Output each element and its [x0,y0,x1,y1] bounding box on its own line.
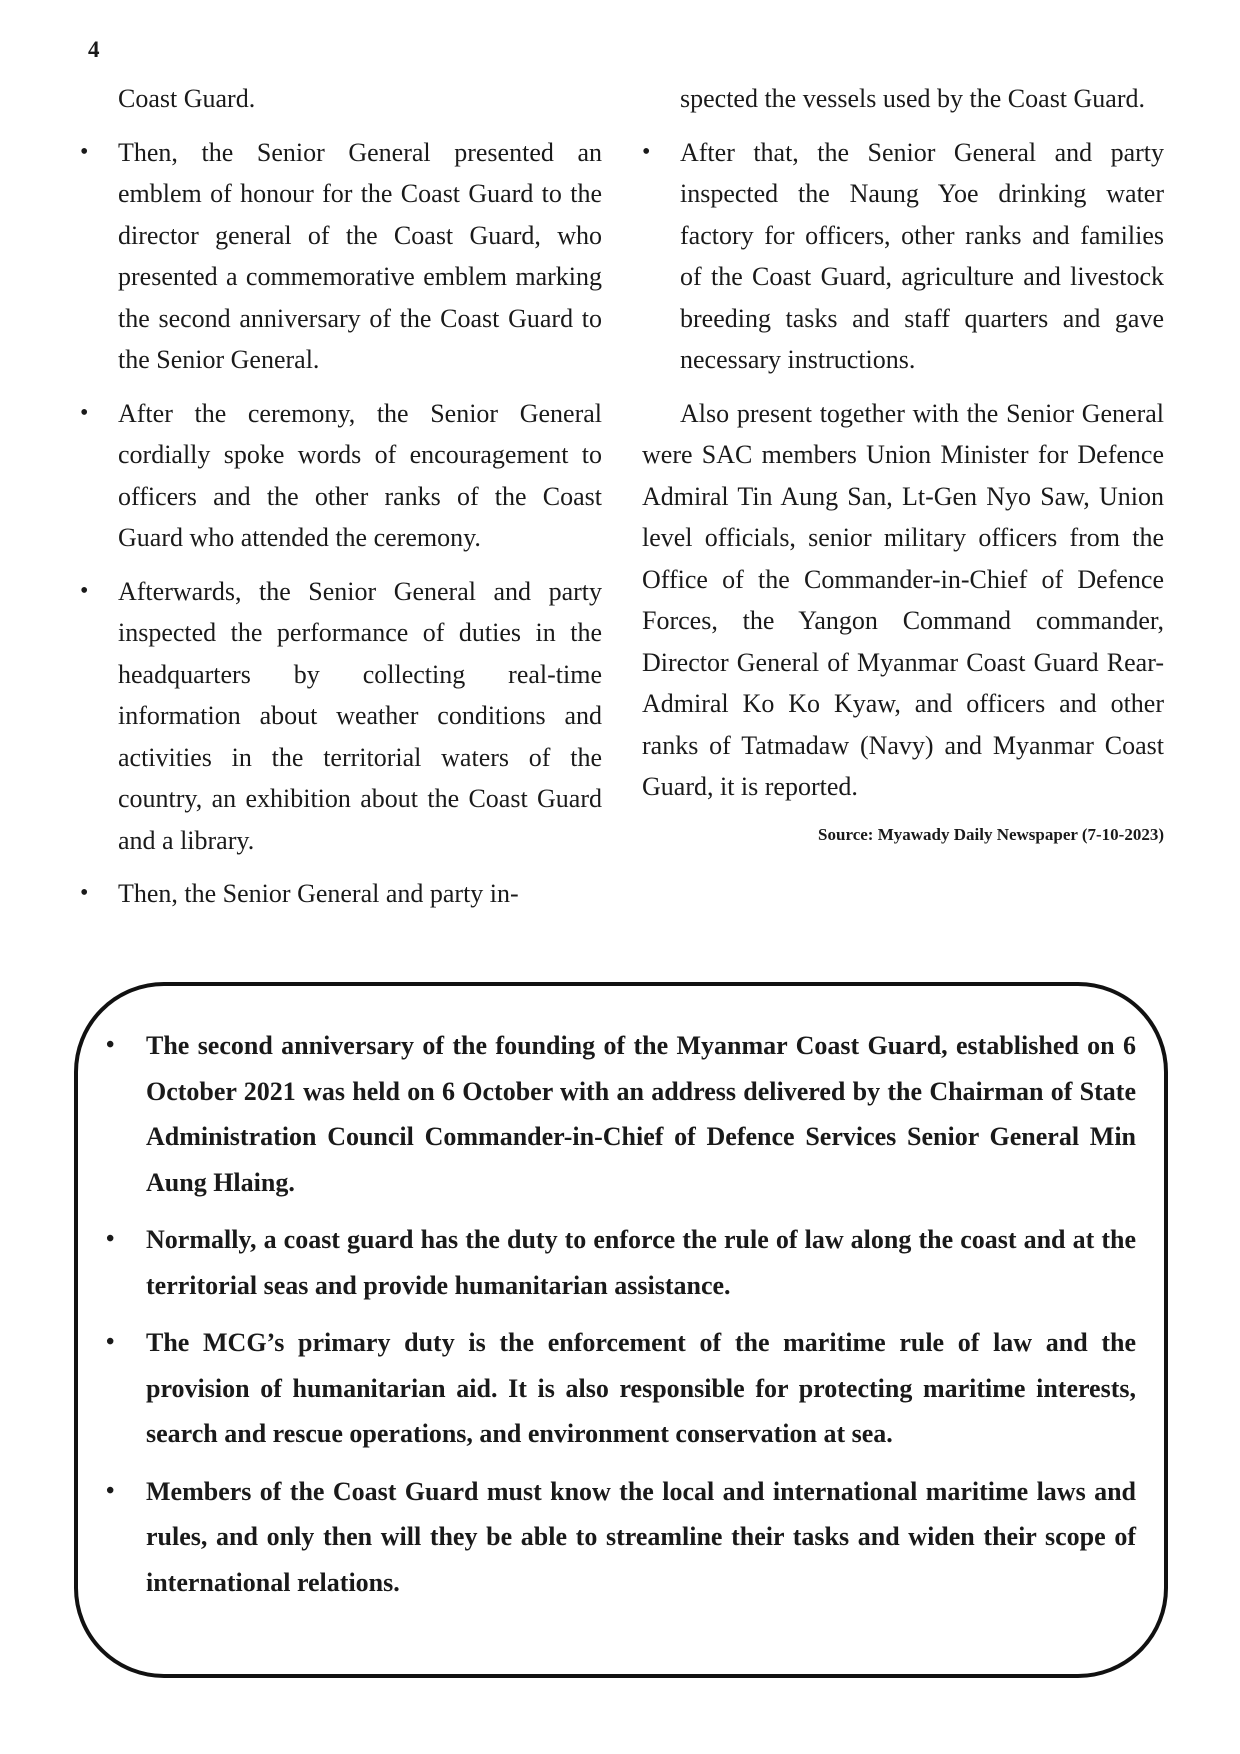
body-paragraph: Also present together with the Senior General were SAC members Union Minister for Defence Admiral Tin Aung San, Lt-Gen Nyo Saw, Union level officials, senior military officers from the Office of the Commander-in-Chief of Defence Forces, the Yangon Command commander, Director General of Myanmar Coast Guard Rear-Admiral Ko Ko Kyaw, and officers and other ranks of Tatmadaw (Navy) and Myanmar Coast Guard, it is reported. [642,398,1164,801]
left-column [80,78,602,927]
summary-item: • Normally, a coast guard has the duty to enforce the rule of law along the coast and at the territorial seas and provide humanitarian assistance. [106,1217,1136,1308]
right-column [642,78,1164,846]
summary-item: • The second anniversary of the founding of the Myanmar Coast Guard, established on 6 October 2021 was held on 6 October with an address delivered by the Chairman of State Administration Council Commander-in-Chief of Defence Services Senior General Min Aung Hlaing. [106,1023,1136,1205]
bullet-item: • Then, the Senior General and party in- [80,873,602,915]
continued-text: spected the vessels used by the Coast Guard. [680,84,1146,113]
source-citation: Source: Myawady Daily Newspaper (7-10-2023) [818,824,1164,844]
continued-text: Coast Guard. [118,84,256,113]
summary-item: • Members of the Coast Guard must know the local and international maritime laws and rules, and only then will they be able to streamline their tasks and widen their scope of international relations. [106,1469,1136,1606]
bullet-item: • Then, the Senior General presented an emblem of honour for the Coast Guard to the director general of the Coast Guard, who presented a commemorative emblem marking the second anniversary of the Coast Guard to the Senior General. [80,132,602,381]
summary-item: • The MCG’s primary duty is the enforcement of the maritime rule of law and the provision of humanitarian aid. It is also responsible for protecting maritime interests, search and rescue operations, and environment conservation at sea. [106,1320,1136,1457]
bullet-item: • Afterwards, the Senior General and party inspected the performance of duties in the headquarters by collecting real-time information about weather conditions and activities in the territorial waters of the country, an exhibition about the Coast Guard and a library. [80,571,602,862]
summary-box [106,1023,1136,1617]
page-number: 4 [88,37,100,62]
bullet-item: • After the ceremony, the Senior General cordially spoke words of encouragement to officers and the other ranks of the Coast Guard who attended the ceremony. [80,393,602,559]
bullet-item: • After that, the Senior General and party inspected the Naung Yoe drinking water factory for officers, other ranks and families of the Coast Guard, agriculture and livestock breeding tasks and staff quarters and gave necessary instructions. [642,132,1164,381]
